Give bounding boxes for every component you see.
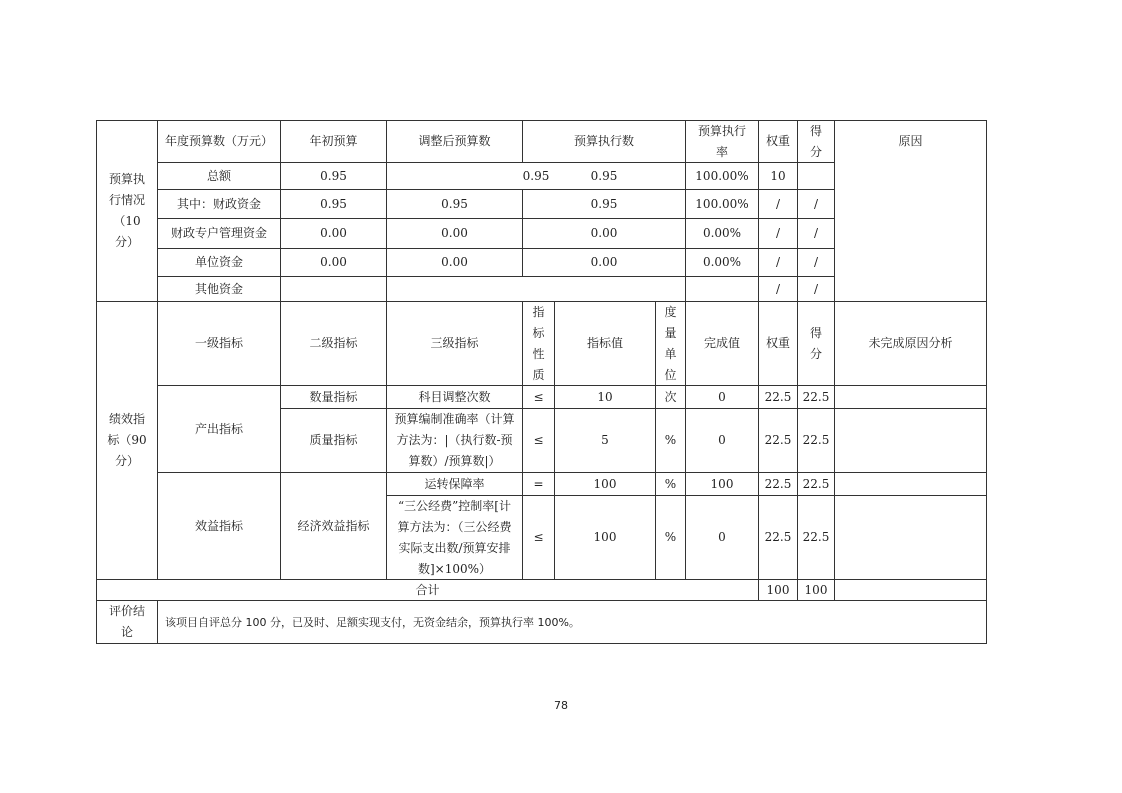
budget-row-score	[798, 163, 834, 189]
budget-row-score: /	[813, 196, 819, 211]
budget-row-initial: 0.00	[320, 226, 347, 240]
indicator-nature: =	[533, 476, 544, 491]
level2-economic: 经济效益指标	[297, 518, 370, 533]
header-initial-budget: 年初预算	[309, 134, 358, 148]
budget-row-adjusted: 0.00	[441, 255, 468, 269]
budget-row-rate: 0.00%	[702, 226, 742, 240]
budget-row-score: /	[813, 255, 819, 269]
perf-header-level1: 一级指标	[194, 336, 243, 350]
indicator-reason	[835, 496, 986, 579]
budget-row-initial: 0.95	[320, 196, 347, 211]
total-score: 100	[804, 582, 828, 597]
perf-header-target: 指标值	[586, 336, 623, 350]
indicator-actual: 0	[718, 530, 726, 544]
indicator-score: 22.5	[802, 389, 830, 404]
indicator-score: 22.5	[802, 530, 830, 544]
budget-row-executed: 0.00	[590, 255, 618, 269]
budget-row-weight: /	[775, 196, 781, 211]
evaluation-table	[96, 120, 987, 644]
budget-row-label: 财政专户管理资金	[170, 226, 267, 240]
indicator-weight: 22.5	[764, 389, 792, 404]
budget-row-weight: /	[775, 255, 781, 269]
budget-row-executed: 0.00	[590, 226, 618, 240]
budget-row-rate: 0.00%	[702, 255, 742, 269]
indicator-unit: %	[664, 433, 677, 447]
total-label: 合计	[415, 582, 440, 597]
performance-section-label: 绩效指标（90分）	[107, 412, 147, 468]
indicator-level3: “三公经费”控制率[计算方法为：（三公经费实际支出数/预算安排数]×100%）	[397, 498, 512, 576]
level1-benefit: 效益指标	[194, 518, 243, 533]
budget-row-score: /	[813, 281, 819, 296]
header-executed: 预算执行数	[573, 134, 634, 148]
perf-header-level2: 二级指标	[309, 336, 358, 350]
level1-output: 产出指标	[194, 421, 243, 436]
header-adjusted-budget: 调整后预算数	[418, 134, 491, 148]
budget-row-adjusted	[387, 277, 685, 301]
perf-header-nature: 指标性质	[532, 304, 545, 382]
indicator-actual: 0	[718, 389, 726, 404]
budget-row-weight: /	[775, 281, 781, 296]
budget-section-label: 预算执行情况（10分）	[108, 172, 145, 249]
indicator-level3: 运转保障率	[424, 476, 485, 491]
indicator-reason	[835, 409, 986, 472]
total-weight: 100	[766, 582, 790, 597]
indicator-score: 22.5	[802, 476, 830, 491]
header-exec-rate: 预算执行率	[697, 123, 746, 159]
indicator-target: 100	[593, 476, 617, 491]
budget-row-adjusted: 0.00	[441, 226, 468, 240]
level2-quality: 质量指标	[309, 433, 358, 447]
budget-row-initial	[281, 277, 386, 301]
indicator-target: 10	[597, 389, 613, 404]
indicator-nature: ≤	[533, 433, 544, 447]
indicator-weight: 22.5	[764, 433, 792, 447]
perf-header-actual: 完成值	[703, 336, 740, 350]
indicator-target: 100	[593, 530, 617, 544]
indicator-weight: 22.5	[764, 476, 792, 491]
indicator-actual: 100	[710, 476, 734, 491]
indicator-level3: 预算编制准确率（计算方法为：|（执行数-预算数）/预算数|）	[394, 412, 515, 468]
budget-row-score: /	[813, 226, 819, 240]
budget-row-adjusted: 0.95	[441, 196, 468, 211]
indicator-actual: 0	[718, 433, 726, 447]
conclusion-text: 该项目自评总分 100 分，已及时、足额实现支付，无资金结余，预算执行率 100%。	[165, 615, 580, 629]
header-score: 得分	[809, 123, 822, 159]
perf-header-weight: 权重	[765, 336, 790, 350]
budget-row-label: 总额	[206, 168, 231, 183]
indicator-weight: 22.5	[764, 530, 792, 544]
perf-header-score: 得分	[809, 325, 822, 361]
indicator-score: 22.5	[802, 433, 830, 447]
budget-row-rate	[686, 277, 758, 301]
header-annual-budget: 年度预算数（万元）	[164, 134, 273, 148]
budget-row-weight: 10	[770, 168, 786, 183]
budget-row-executed: 0.95	[590, 196, 618, 211]
header-reason: 原因	[898, 134, 923, 148]
budget-row-label: 其中：财政资金	[176, 196, 261, 211]
indicator-reason	[835, 386, 986, 408]
header-weight: 权重	[765, 134, 790, 148]
level2-quantity: 数量指标	[309, 389, 358, 404]
indicator-target: 5	[601, 433, 609, 447]
page-number: 78	[554, 699, 568, 712]
budget-row-weight: /	[775, 226, 781, 240]
budget-row-label: 其他资金	[194, 281, 243, 296]
perf-header-unit: 度量单位	[664, 304, 677, 382]
budget-row-executed: 0.95	[590, 168, 618, 183]
indicator-reason	[835, 473, 986, 495]
indicator-nature: ≤	[533, 530, 544, 544]
perf-header-level3: 三级指标	[430, 336, 479, 350]
budget-row-rate: 100.00%	[695, 168, 749, 183]
perf-header-reason: 未完成原因分析	[868, 336, 953, 350]
indicator-nature: ≤	[533, 389, 544, 404]
budget-row-adjusted: 0.95	[522, 168, 550, 183]
indicator-unit: %	[664, 530, 677, 544]
indicator-level3: 科目调整次数	[418, 389, 491, 404]
budget-row-initial: 0.95	[320, 168, 347, 183]
budget-row-rate: 100.00%	[695, 196, 749, 211]
conclusion-label: 评价结论	[108, 604, 145, 639]
indicator-unit: 次	[664, 389, 677, 404]
budget-row-initial: 0.00	[320, 255, 347, 269]
budget-row-label: 单位资金	[194, 255, 243, 269]
indicator-unit: %	[664, 476, 677, 491]
